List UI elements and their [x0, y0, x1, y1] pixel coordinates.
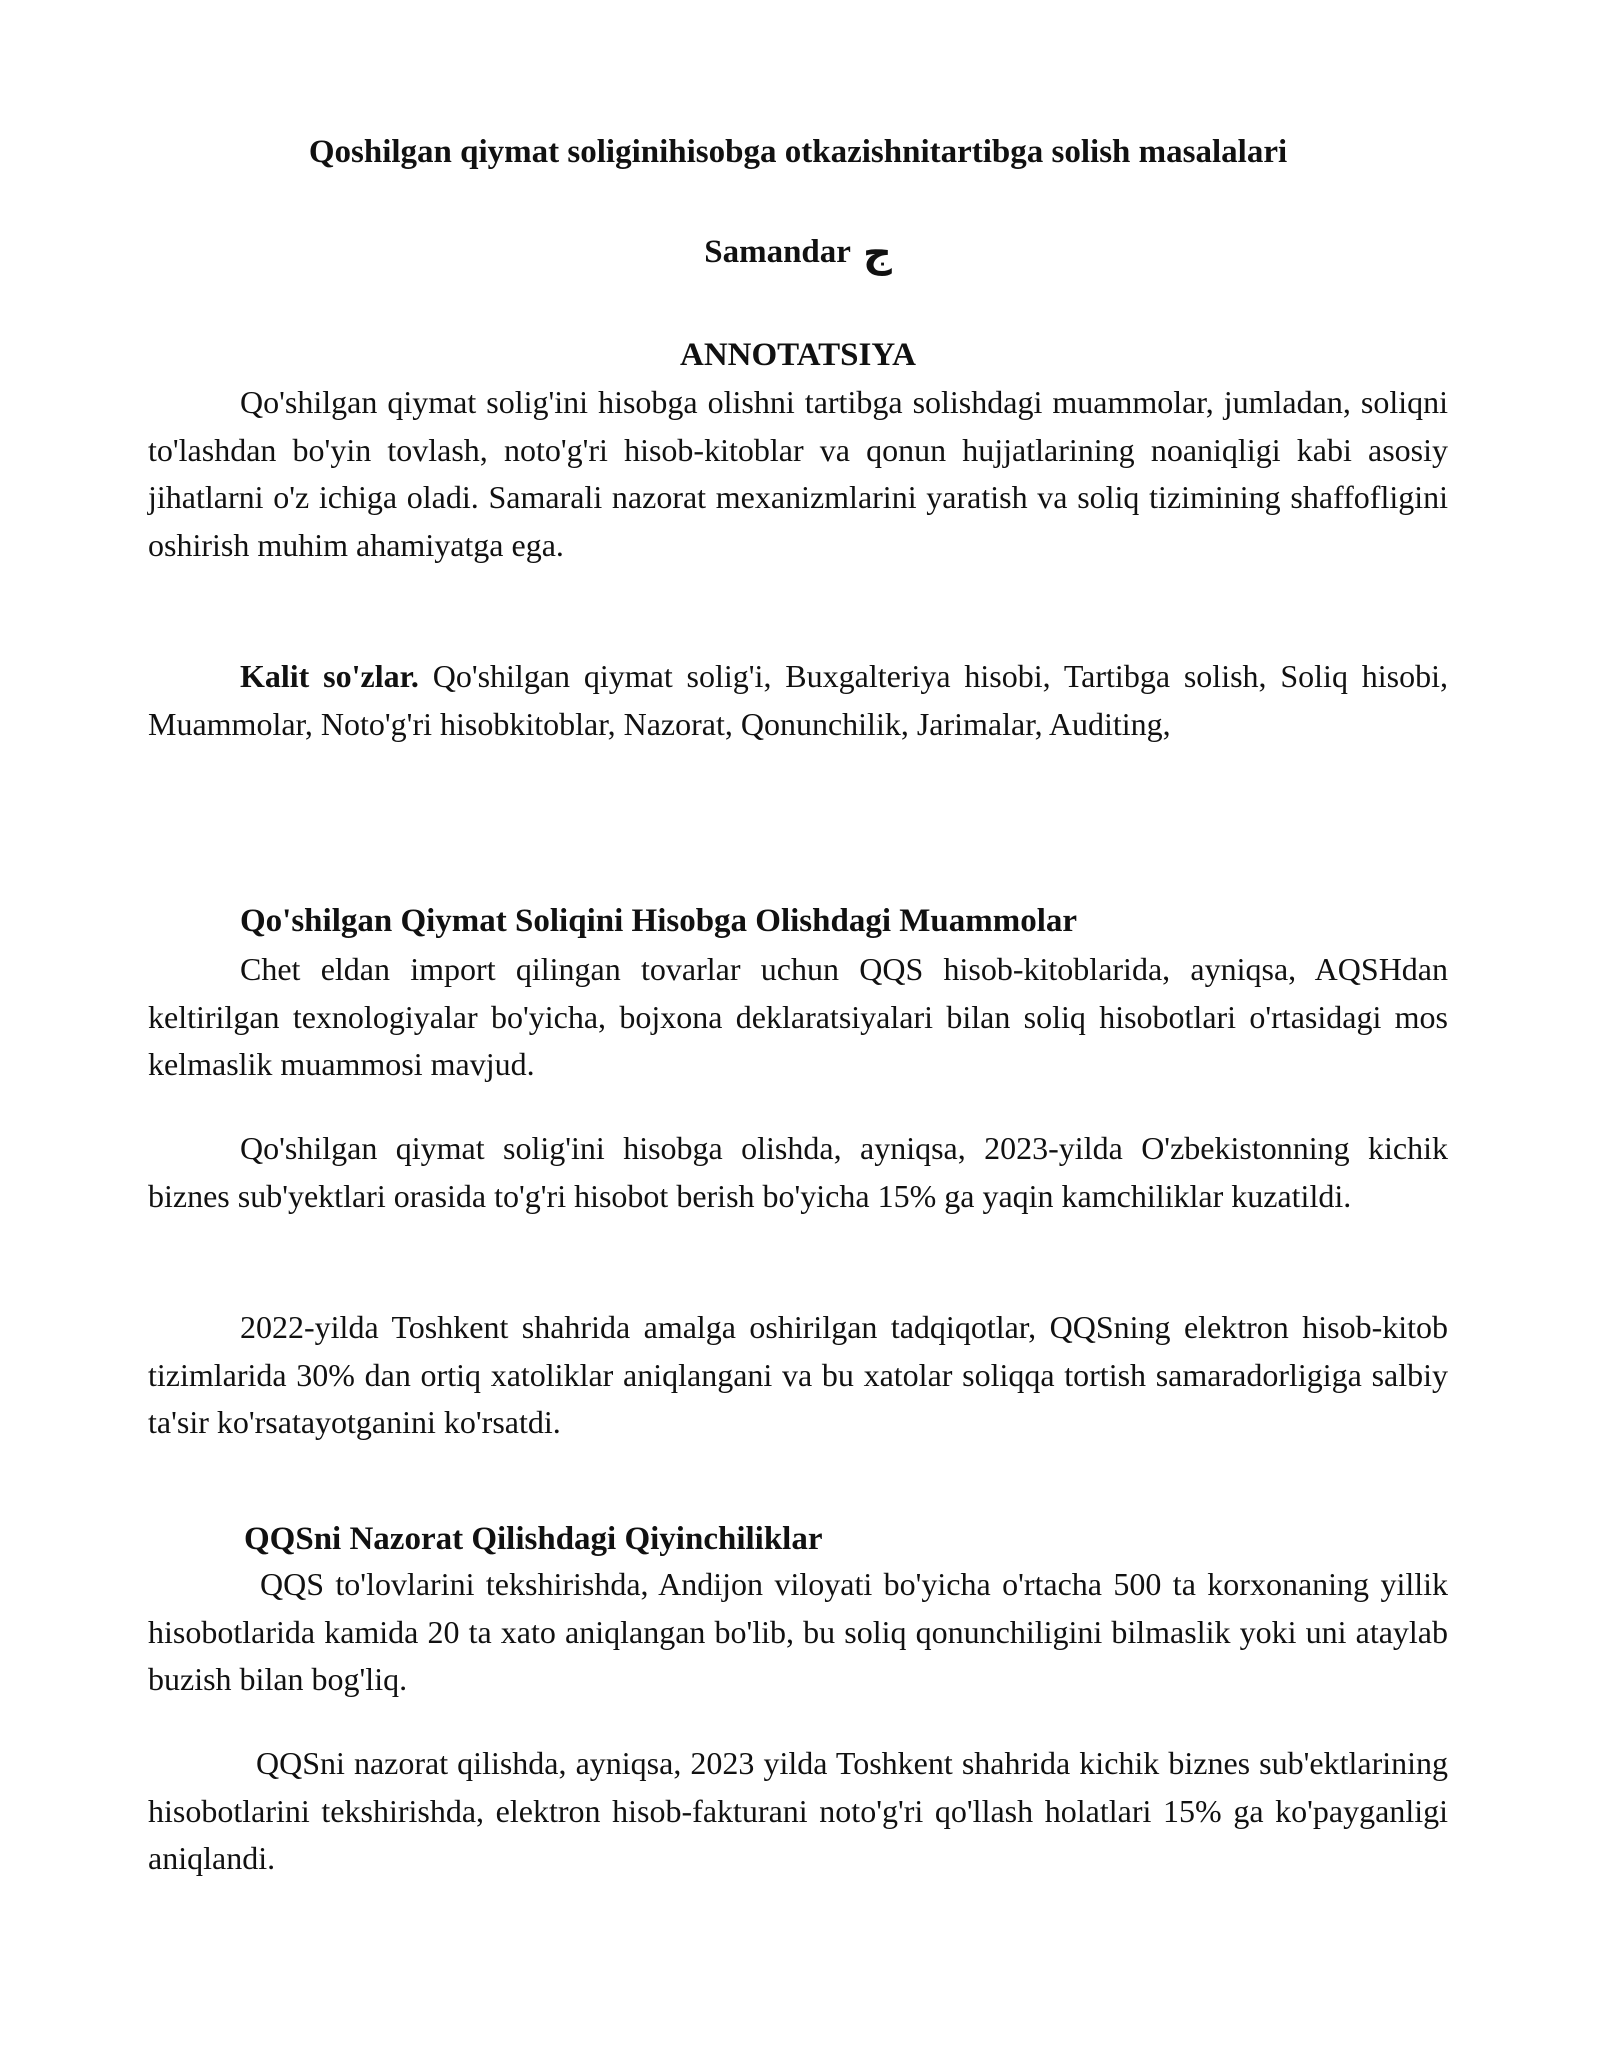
section-paragraph: Qo'shilgan qiymat solig'ini hisobga olishda, ayniqsa, 2023-yilda O'zbekistonning kichik biznes sub'yektlari orasida to'g'ri hisobot berish bo'yicha 15% ga yaqin kamchiliklar kuzatildi.: [148, 1130, 1448, 1214]
section-paragraph: QQS to'lovlarini tekshirishda, Andijon viloyati bo'yicha o'rtacha 500 ta korxonaning yillik hisobotlarida kamida 20 ta xato aniqlangan bo'lib, bu soliq qonunchiligini bilmaslik yoki uni ataylab buzish bilan bog'liq.: [148, 1566, 1448, 1697]
section-paragraph: 2022-yilda Toshkent shahrida amalga oshirilgan tadqiqotlar, QQSning elektron hisob-kitob tizimlarida 30% dan ortiq xatoliklar aniqlangani va bu xatolar soliqqa tortish samaradorligiga salbiy ta'sir ko'rsatayotganini ko'rsatdi.: [148, 1309, 1448, 1440]
keywords-text: Qo'shilgan qiymat solig'i, Buxgalteriya hisobi, Tartibga solish, Soliq hisobi, Muammolar, Noto'g'ri hisobkitoblar, Nazorat, Qonunchilik, Jarimalar, Auditing,: [148, 658, 1449, 742]
author-name: Samandar: [704, 234, 851, 270]
annotation-paragraph: Qo'shilgan qiymat solig'ini hisobga olishni tartibga solishdagi muammolar, jumladan, soliqni to'lashdan bo'yin tovlash, noto'g'ri hisob-kitoblar va qonun hujjatlarining noaniqligi kabi asosiy jihatlarni o'z ichiga oladi. Samarali nazorat mexanizmlarini yaratish va soliq tizimining shaffofligini oshirish muhim ahamiyatga ega.: [148, 384, 1448, 563]
document-title: Qoshilgan qiymat soliginihisobga otkazishnitartibga solish masalalari: [308, 134, 1288, 170]
section-paragraph: QQSni nazorat qilishda, ayniqsa, 2023 yilda Toshkent shahrida kichik biznes sub'ektlarining hisobotlarini tekshirishda, elektron hisob-fakturani noto'g'ri qo'llash holatlari 15% ga ko'payganligi aniqlandi.: [148, 1745, 1448, 1876]
section-heading: Qo'shilgan Qiymat Soliqini Hisobga Olishdagi Muammolar: [240, 903, 1078, 939]
section-paragraph: Chet eldan import qilingan tovarlar uchun QQS hisob-kitoblarida, ayniqsa, AQSHdan keltirilgan texnologiyalar bo'yicha, bojxona deklaratsiyalari bilan soliq hisobotlari o'rtasidagi mos kelmaslik muammosi mavjud.: [148, 951, 1448, 1082]
keywords-paragraph: [148, 653, 1448, 748]
section-heading: QQSni Nazorat Qilishdagi Qiyinchiliklar: [244, 1521, 823, 1557]
author-mark: ج: [862, 230, 892, 276]
annotation-heading: ANNOTATSIYA: [680, 337, 916, 373]
keywords-label: Kalit so'zlar.: [240, 658, 419, 694]
author-line: [148, 230, 1448, 275]
